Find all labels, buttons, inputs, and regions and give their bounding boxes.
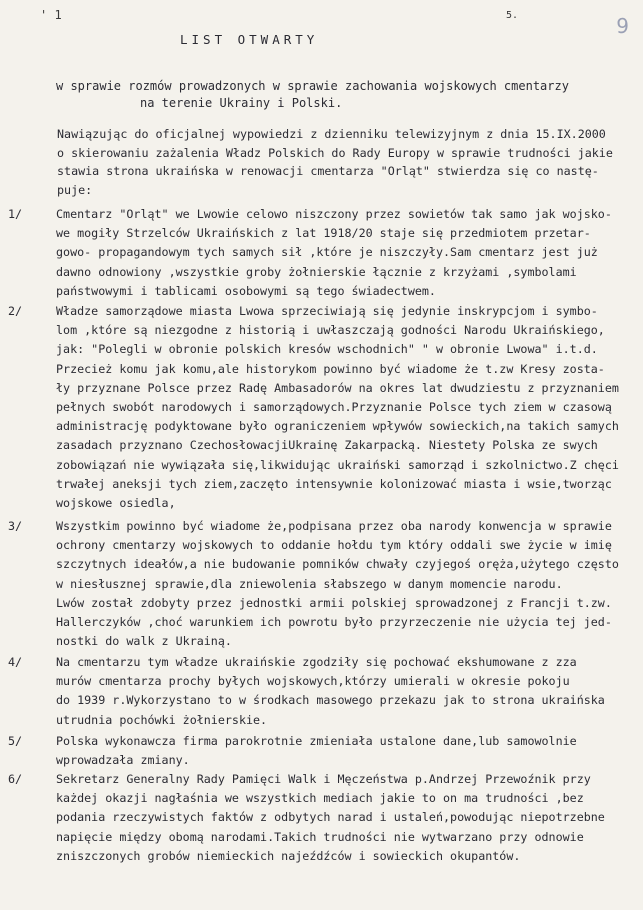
- letter-title: LIST OTWARTY: [180, 32, 319, 47]
- point-5: [8, 732, 628, 770]
- point-text: Polska wykonawcza firma parokrotnie zmieniała ustalone dane,lub samowolnie wprowadzała zmiany.: [56, 734, 577, 768]
- point-number: 4/: [8, 655, 23, 669]
- point-text: Wszystkim powinno być wiadome że,podpisana przez oba narody konwencja w sprawie ochrony cmentarzy wojskowych to oddanie hołdu tym który oddali swe życie w imię szczytnych ideałów,a nie budowanie pomników chwały czyjegoś oręża,użytego często w niesłusznej sprawie,dla zniewolenia słabszego w danym momencie narodu. Lwów został zdobyty przez jednostki armii polskiej sprowadzonej z Francji t.zw. Hallerczyków ,choć warunkiem ich powrotu było przyrzeczenie nie użycia tej jed- nostki do walk z Ukrainą.: [56, 519, 619, 649]
- point-number: 2/: [8, 304, 23, 318]
- letter-subtitle: [56, 78, 616, 112]
- point-1: [8, 205, 628, 301]
- point-4: [8, 653, 628, 730]
- point-text: Cmentarz "Orląt" we Lwowie celowo niszczony przez sowietów tak samo jak wojsko- we mogiły Strzelców Ukraińskich z lat 1918/20 staje się przedmiotem przetar- gowo- propagandowym tych samych sił ,które je niszczyły.Sam cmentarz jest już dawno odnowiony ,wszystkie groby żołnierskie łącznie z krzyżami ,symbolami państwowymi i tablicami osobowymi są tego świadectwem.: [56, 207, 612, 298]
- intro-paragraph: Nawiązując do oficjalnej wypowiedzi z dzienniku telewizyjnym z dnia 15.IX.2000 o skierowaniu zażalenia Władz Polskich do Rady Europy w sprawie trudności jakie stawia strona ukraińska w renowacji cmentarza "Orląt" stwierdza się co nastę- puje:: [57, 127, 613, 197]
- point-number: 5/: [8, 734, 23, 748]
- point-text: Na cmentarzu tym władze ukraińskie zgodziły się pochować ekshumowane z zza murów cmentarza prochy byłych wojskowych,którzy umierali w okresie pokoju do 1939 r.Wykorzystano to w środkach masowego przekazu jak to strona ukraińska utrudnia pochówki żołnierskie.: [56, 655, 605, 727]
- point-number: 3/: [8, 519, 23, 533]
- subtitle-line-1: w sprawie rozmów prowadzonych w sprawie zachowania wojskowych cmentarzy: [56, 79, 569, 93]
- point-text: Sekretarz Generalny Rady Pamięci Walk i Męczeństwa p.Andrzej Przewoźnik przy każdej okazji nagłaśnia we wszystkich mediach jakie to on ma trudności ,bez podania rzeczywistych faktów z odbytych narad i ustaleń,powodując niepotrzebne napięcie między obomą narodami.Takich trudności nie wytwarzano przy odnowie zniszczonych grobów niemieckich najeźdźców i sowieckich okupantów.: [56, 772, 605, 863]
- corner-mark: ' 1: [40, 8, 62, 22]
- point-2: [8, 302, 628, 513]
- top-mark: 5.: [506, 10, 519, 21]
- point-6: [8, 770, 628, 866]
- point-number: 1/: [8, 207, 23, 221]
- subtitle-line-2: na terenie Ukrainy i Polski.: [140, 96, 343, 110]
- point-3: [8, 517, 628, 651]
- point-number: 6/: [8, 772, 23, 786]
- point-text: Władze samorządowe miasta Lwowa sprzeciwiają się jedynie inskrypcjom i symbo- lom ,które są niezgodne z historią i uwłaszczają godności Narodu Ukraińskiego, jak: "Polegli w obronie polskich kresów wschodnich" " w obronie Lwowa" i.t.d. Przecież komu jak komu,ale historykom powinno być wiadome że t.zw Kresy zosta- ły przyznane Polsce przez Radę Ambasadorów na okres lat dwudziestu z przyznaniem pełnych swobót narodowych i samorządowych.Przyznanie Polsce tych ziem w czasową administrację podyktowane było ograniczeniem wpływów sowieckich,na takich samych zasadach przyznano CzechosłowacjiUkrainę Zakarpacką. Niestety Polska ze swych zobowiązań nie wywiązała się,likwidując ukraiński samorząd i szkolnictwo.Z chęci trwałej aneksji tych ziem,zaczęto intensywnie kolonizować miasta i wsie,tworząc wojskowe osiedla,: [56, 304, 619, 511]
- page-number: 9: [616, 14, 629, 38]
